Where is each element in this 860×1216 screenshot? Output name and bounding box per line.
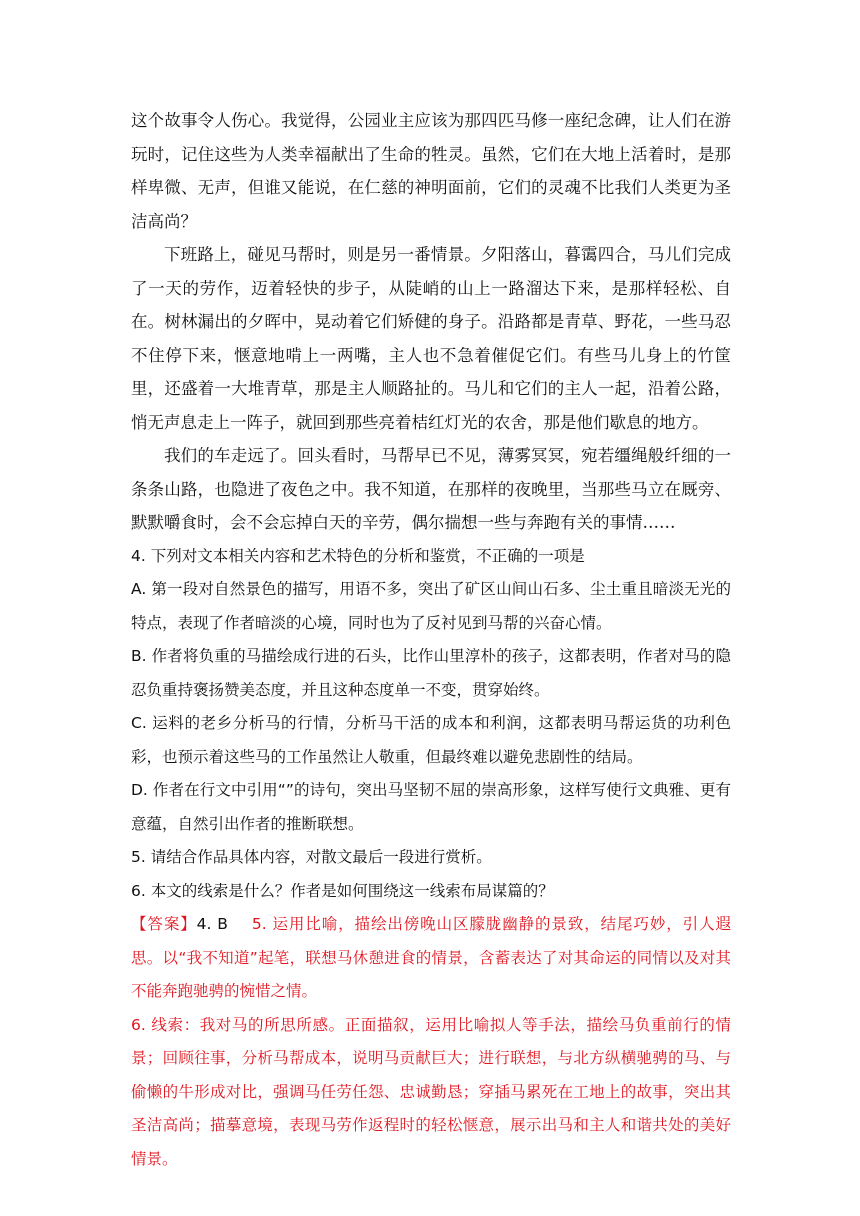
- question-4: 4. 下列对文本相关内容和艺术特色的分析和鉴赏，不正确的一项是: [131, 546, 585, 565]
- option-c: C. 运料的老乡分析马的行情，分析马干活的成本和利润，这都表明马帮运货的功利色彩，也预示着这些马的工作虽然让人敬重，但最终难以避免悲剧性的结局。: [131, 714, 731, 766]
- option-a: A. 第一段对自然景色的描写，用语不多，突出了矿区山间山石多、尘土重且暗淡无光的特点，表现了作者暗淡的心境，同时也为了反衬见到马帮的兴奋心情。: [131, 580, 731, 632]
- answer-4: 4. B: [196, 915, 228, 933]
- question-6: 6. 本文的线索是什么？作者是如何围绕这一线索布局谋篇的？: [131, 881, 554, 900]
- option-d: D. 作者在行文中引用“”的诗句，突出马坚韧不屈的崇高形象，这样写使行文典雅、更有意蕴，自然引出作者的推断联想。: [131, 781, 731, 833]
- answer-4-5: [131, 908, 731, 1009]
- question-5: 5. 请结合作品具体内容，对散文最后一段进行赏析。: [131, 848, 492, 866]
- answer-5: 5. 运用比喻，描绘出傍晚山区朦胧幽静的景致，结尾巧妙，引人遐思。以“我不知道”起笔，联想马休憩进食的情景，含蓄表达了对其命运的同情以及对其不能奔跑驰骋的惋惜之情。: [131, 915, 731, 1000]
- passage-paragraph-3: 我们的车走远了。回头看时，马帮早已不见，薄雾冥冥，宛若缰绳般纤细的一条条山路，也隐进了夜色之中。我不知道，在那样的夜晚里，当那些马立在厩旁、默默嚼食时，会不会忘掉白天的辛劳，偶尔揣想一些与奔跑有关的事情……: [131, 446, 731, 532]
- passage-paragraph-1: 这个故事令人伤心。我觉得，公园业主应该为那四匹马修一座纪念碑，让人们在游玩时，记住这些为人类幸福献出了生命的牲灵。虽然，它们在大地上活着时，是那样卑微、无声，但谁又能说，在仁慈的神明面前，它们的灵魂不比我们人类更为圣洁高尚？: [131, 111, 731, 231]
- answer-tag: 【答案】: [131, 915, 197, 933]
- passage-paragraph-2: 下班路上，碰见马帮时，则是另一番情景。夕阳落山，暮霭四合，马儿们完成了一天的劳作，迈着轻快的步子，从陡峭的山上一路溜达下来，是那样轻松、自在。树林漏出的夕晖中，晃动着它们矫健的身子。沿路都是青草、野花，一些马忍不住停下来，惬意地啃上一两嘴，主人也不急着催促它们。有些马儿身上的竹筐里，还盛着一大堆青草，那是主人顺路扯的。马儿和它们的主人一起，沿着公路，悄无声息走上一阵子，就回到那些亮着桔红灯光的农舍，那是他们歇息的地方。: [131, 245, 731, 432]
- document-body: [131, 104, 731, 1176]
- answer-6: 6. 线索：我对马的所思所感。正面描叙，运用比喻拟人等手法，描绘马负重前行的情景；回顾往事，分析马帮成本，说明马贡献巨大；进行联想，与北方纵横驰骋的马、与偷懒的牛形成对比，强调马任劳任怨、忠诚勤恳；穿插马累死在工地上的故事，突出其圣洁高尚；描摹意境，表现马劳作返程时的轻松惬意，展示出马和主人和谐共处的美好情景。: [131, 1015, 731, 1168]
- option-b: B. 作者将负重的马描绘成行进的石头，比作山里淳朴的孩子，这都表明，作者对马的隐忍负重持褒扬赞美态度，并且这种态度单一不变，贯穿始终。: [131, 647, 731, 699]
